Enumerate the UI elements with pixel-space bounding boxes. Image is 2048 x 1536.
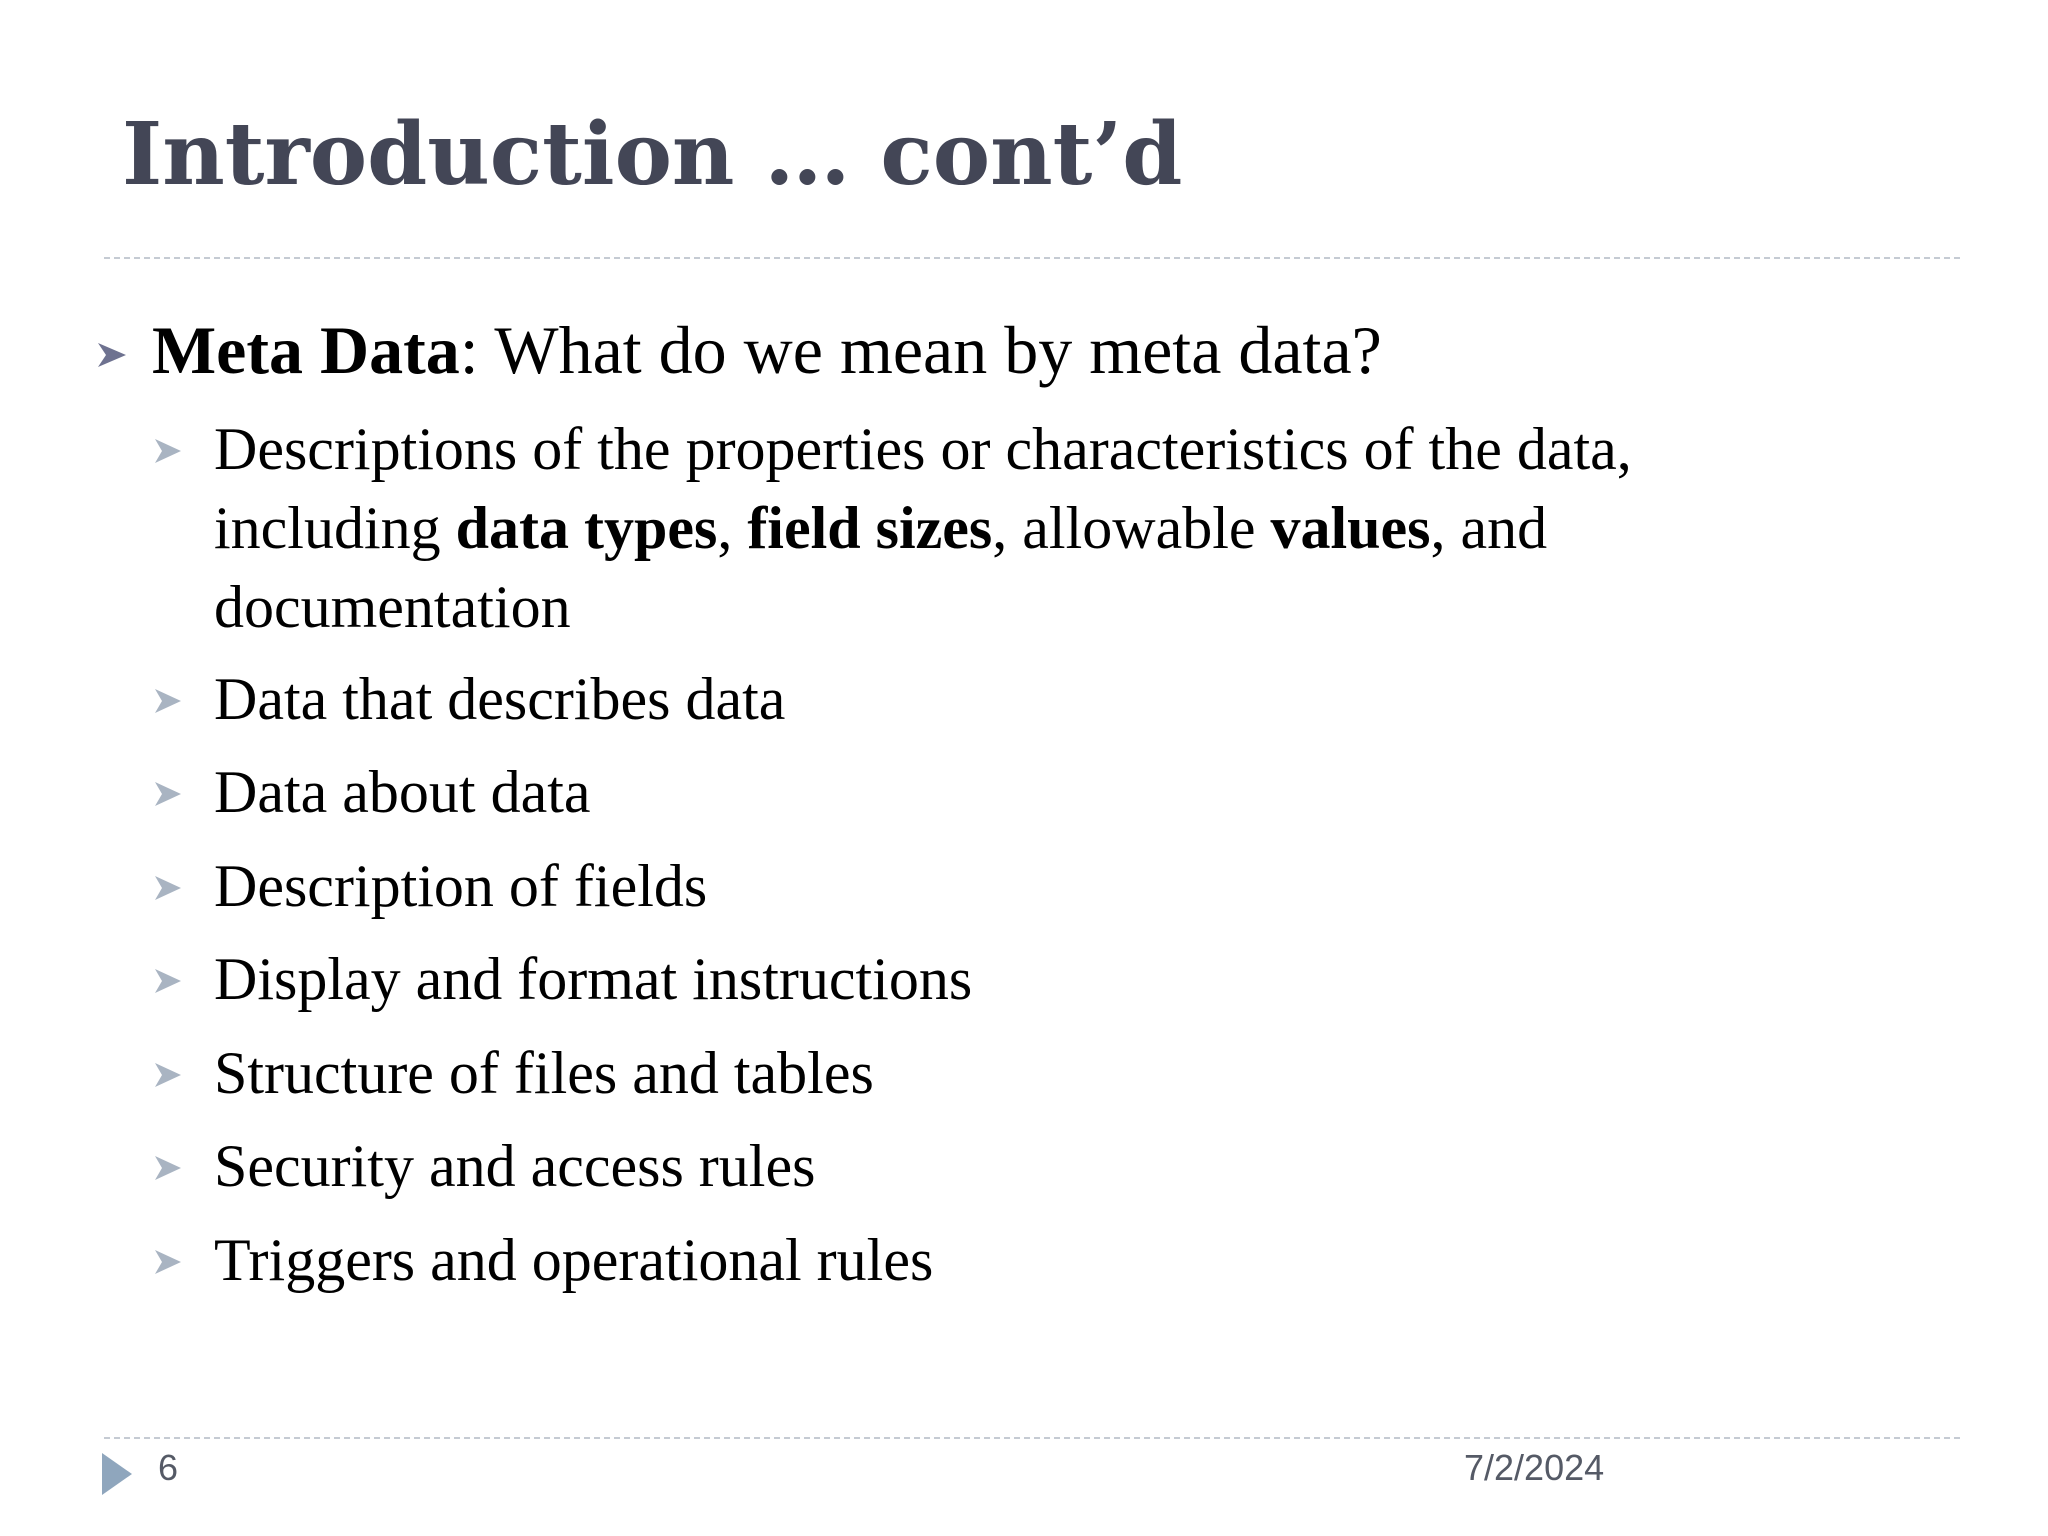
arrowhead-bullet-icon xyxy=(152,777,184,811)
sub-bullet-item: Description of fields xyxy=(214,853,708,919)
arrowhead-bullet-icon xyxy=(152,1151,184,1185)
sub-bullet-text: , and documentation xyxy=(214,495,1548,640)
page-number: 6 xyxy=(158,1447,179,1488)
arrowhead-bullet-icon xyxy=(152,434,184,468)
sub-bullet-item: Data that describes data xyxy=(214,666,786,732)
sub-bullet-item: Structure of files and tables xyxy=(214,1040,874,1106)
footer-divider xyxy=(104,1437,1960,1439)
sub-bullet-emphasis: values xyxy=(1270,495,1431,561)
arrowhead-bullet-icon xyxy=(152,1058,184,1092)
bullet-term: Meta Data xyxy=(152,312,460,388)
arrowhead-bullet-icon xyxy=(152,1245,184,1279)
arrowhead-bullet-icon xyxy=(152,871,184,905)
footer-date: 7/2/2024 xyxy=(1464,1447,1605,1488)
sub-bullet-text: , allowable xyxy=(992,495,1271,561)
title-divider xyxy=(104,257,1960,259)
sub-bullet-emphasis: data types xyxy=(455,495,718,561)
sub-bullet-text: Descriptions of the properties or characteristics of the data, including xyxy=(214,416,1632,561)
triangle-marker-icon xyxy=(102,1453,132,1495)
sub-bullet-item xyxy=(214,410,1814,647)
sub-bullet-item: Triggers and operational rules xyxy=(214,1227,934,1293)
sub-bullet-emphasis: field sizes xyxy=(747,495,993,561)
bullet-text: : What do we mean by meta data? xyxy=(459,312,1382,388)
sub-bullet-item: Display and format instructions xyxy=(214,946,973,1012)
sub-bullet-text: , xyxy=(717,495,748,561)
bullet-level1 xyxy=(152,310,1972,390)
sub-bullet-item: Data about data xyxy=(214,759,591,825)
arrowhead-bullet-icon xyxy=(152,684,184,718)
slide-title: Introduction … cont’d xyxy=(122,104,1183,205)
arrowhead-bullet-icon xyxy=(152,964,184,998)
arrowhead-bullet-icon xyxy=(94,337,130,373)
sub-bullet-item: Security and access rules xyxy=(214,1133,816,1199)
